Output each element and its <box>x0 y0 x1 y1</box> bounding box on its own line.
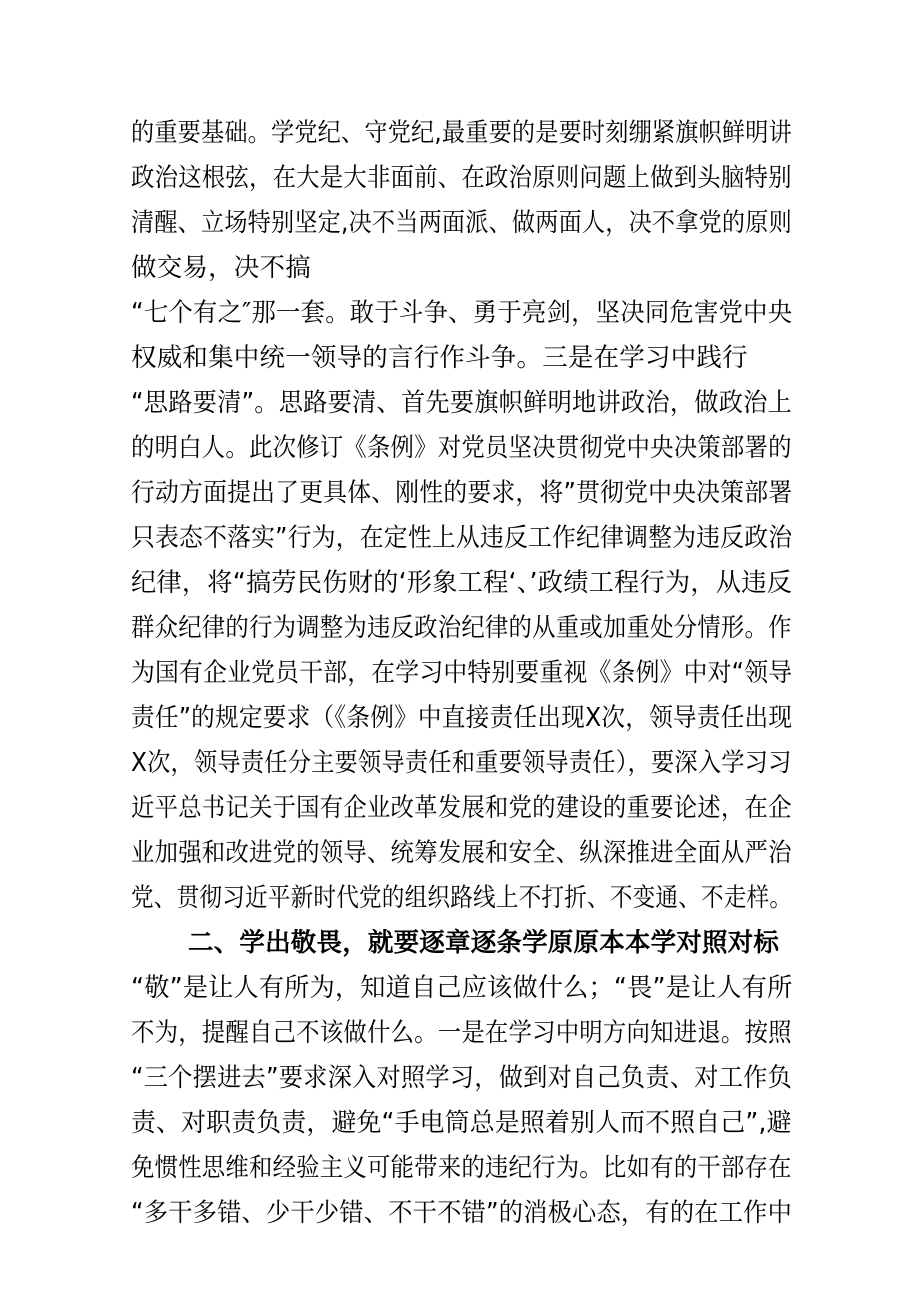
section-heading: 二、学出敬畏，就要逐章逐条学原原本本学对照对标 <box>188 928 780 958</box>
text-line: 政治这根弦，在大是大非面前、在政治原则问题上做到头脑特别 <box>131 163 792 193</box>
text-line: 行动方面提出了更具体、刚性的要求，将”贯彻党中央决策部署 <box>131 478 793 508</box>
text-line: 近平总书记关于国有企业改革发展和党的建设的重要论述，在企 <box>131 793 792 823</box>
text-line: “敬”是让人有所为，知道自己应该做什么；“畏”是让人有所 <box>131 973 793 1003</box>
text-line: 为国有企业党员干部，在学习中特别要重视《条例》中对“领导 <box>131 658 793 688</box>
text-line: 清醒、立场特别坚定,决不当两面派、做两面人，决不拿党的原则 <box>131 208 792 238</box>
text-line: 责任”的规定要求（《条例》中直接责任出现X次，领导责任出现 <box>131 703 793 733</box>
text-line: X次，领导责任分主要领导责任和重要领导责任），要深入学习习 <box>131 748 792 778</box>
text-line: 纪律，将“搞劳民伤财的‘形象工程‘、’政绩工程行为，从违反 <box>131 568 793 598</box>
text-line: 的明白人。此次修订《条例》对党员坚决贯彻党中央决策部署的 <box>131 433 792 463</box>
text-line: 业加强和改进党的领导、统筹发展和安全、纵深推进全面从严治 <box>131 838 792 868</box>
text-line: “三个摆进去”要求深入对照学习，做到对自己负责、对工作负 <box>131 1063 793 1093</box>
text-line: 做交易，决不搞 <box>131 253 311 283</box>
text-line: “多干多错、少干少错、不干不错”的消极心态，有的在工作中 <box>131 1198 793 1228</box>
text-line: 群众纪律的行为调整为违反政治纪律的从重或加重处分情形。作 <box>131 613 792 643</box>
text-line: 不为，提醒自己不该做什么。一是在学习中明方向知进退。按照 <box>131 1018 792 1048</box>
text-line: 责、对职责负责，避免“手电筒总是照着别人而不照自己”,避 <box>131 1108 792 1138</box>
text-line: 党、贯彻习近平新时代党的组织路线上不打折、不变通、不走样。 <box>131 883 793 913</box>
text-line: “七个有之″那一套。敢于斗争、勇于亮剑，坚决同危害党中央 <box>131 298 793 328</box>
text-line: 只表态不落实”行为，在定性上从违反工作纪律调整为违反政治 <box>131 523 793 553</box>
text-line: 的重要基础。学党纪、守党纪,最重要的是要时刻绷紧旗帜鲜明讲 <box>131 118 792 148</box>
text-line: 权威和集中统一领导的言行作斗争。三是在学习中践行 <box>131 343 748 373</box>
text-line: “思路要清”。思路要清、首先要旗帜鲜明地讲政治，做政治上 <box>131 388 793 418</box>
text-line: 免惯性思维和经验主义可能带来的违纪行为。比如有的干部存在 <box>131 1153 792 1183</box>
